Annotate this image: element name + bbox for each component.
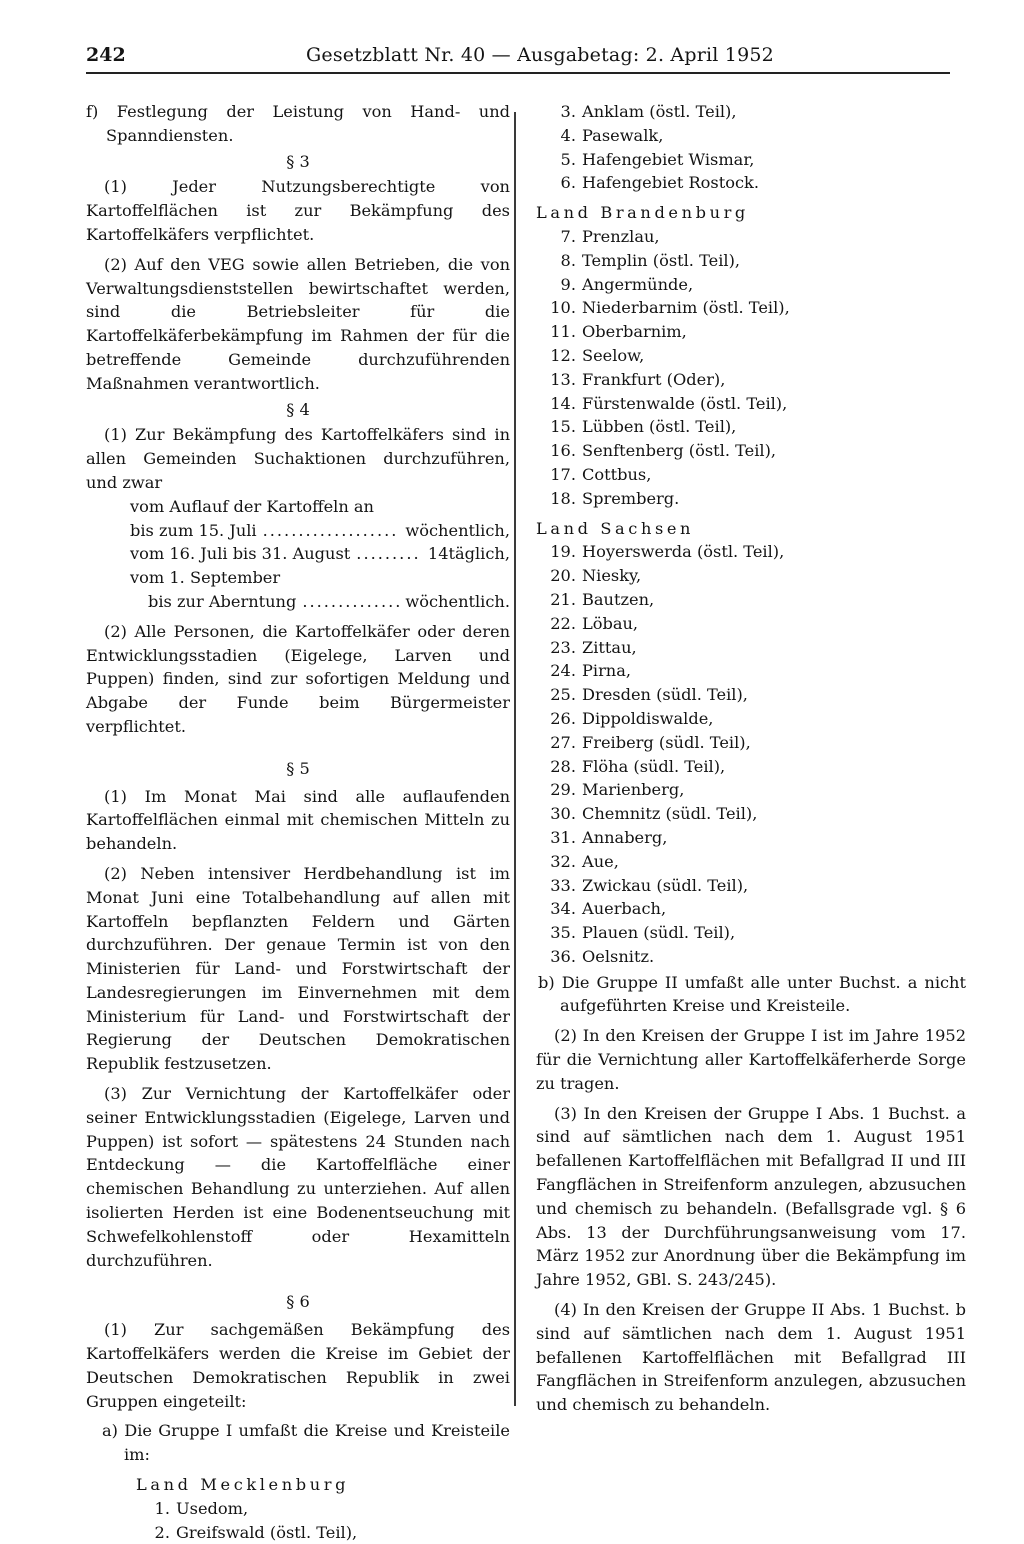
search-schedule — [86, 495, 510, 614]
list-item-number: 21. — [550, 589, 576, 609]
list-item-name: Chemnitz (südl. Teil), — [582, 804, 758, 824]
list-item-number: 33. — [550, 875, 576, 895]
section-6-heading: § 6 — [286, 1292, 310, 1312]
list-item-name: Prenzlau, — [582, 226, 660, 246]
list-item — [544, 368, 966, 392]
list-item — [544, 225, 966, 249]
header-rule — [86, 72, 950, 74]
list-item-number: 24. — [550, 661, 576, 681]
item-a: a) Die Gruppe I umfaßt die Kreise und Kreisteile im: — [102, 1421, 510, 1465]
list-item-number: 19. — [550, 542, 576, 562]
column-divider — [514, 112, 516, 1406]
list-item-name: Anklam (östl. Teil), — [582, 102, 737, 121]
list-item-number: 31. — [550, 827, 576, 847]
list-item — [544, 612, 966, 636]
list-item — [544, 897, 966, 921]
schedule-frequency: wöchentlich, — [405, 520, 510, 540]
list-item-name: Dresden (südl. Teil), — [582, 685, 748, 705]
list-item — [544, 778, 966, 802]
land-sachsen-heading: Land Sachsen — [536, 518, 695, 538]
schedule-frequency: wöchentlich. — [405, 591, 510, 611]
list-item-number: 4. — [560, 125, 576, 145]
list-item-name: Hafengebiet Rostock. — [582, 173, 759, 193]
list-item-name: Usedom, — [176, 1498, 249, 1518]
list-item-number: 11. — [550, 322, 576, 342]
list-item-number: 35. — [550, 923, 576, 943]
list-item — [544, 171, 966, 195]
list-item — [544, 945, 966, 969]
list-item-name: Cottbus, — [582, 464, 652, 484]
list-item-number: 3. — [560, 102, 576, 121]
list-item-name: Marienberg, — [582, 780, 685, 800]
schedule-label: vom 16. Juli bis 31. August — [130, 544, 351, 564]
list-item — [544, 124, 966, 148]
list-item — [544, 683, 966, 707]
list-item — [544, 273, 966, 297]
schedule-row — [130, 590, 510, 614]
section-4-heading: § 4 — [286, 399, 310, 419]
list-item-number: 6. — [560, 173, 576, 193]
list-item-name: Zwickau (südl. Teil), — [582, 875, 749, 895]
list-item-number: 8. — [560, 250, 576, 270]
list-item-number: 23. — [550, 637, 576, 657]
list-item-number: 20. — [550, 566, 576, 586]
schedule-row — [130, 519, 510, 543]
list-item — [544, 826, 966, 850]
list-item — [544, 588, 966, 612]
schedule-row — [130, 542, 510, 566]
list-item — [544, 874, 966, 898]
list-item — [544, 392, 966, 416]
right-paragraph-2: (2) In den Kreisen der Gruppe I ist im Jahre 1952 für die Vernichtung aller Kartoffelkäferherde Sorge zu tragen. — [536, 1026, 966, 1093]
list-item-number: 17. — [550, 464, 576, 484]
section-3-heading: § 3 — [286, 151, 310, 171]
list-item-name: Greifswald (östl. Teil), — [176, 1522, 358, 1542]
list-item-name: Fürstenwalde (östl. Teil), — [582, 393, 788, 413]
list-item-name: Dippoldiswalde, — [582, 708, 714, 728]
list-item-name: Frankfurt (Oder), — [582, 369, 726, 389]
list-item — [544, 540, 966, 564]
section-3-paragraph-1: (1) Jeder Nutzungsberechtigte von Kartoffelflächen ist zur Bekämpfung des Kartoffelkäfers verpflichtet. — [86, 177, 510, 244]
list-item — [544, 636, 966, 660]
list-item-name: Zittau, — [582, 637, 637, 657]
list-item-number: 2. — [154, 1522, 170, 1542]
list-item-name: Oelsnitz. — [582, 946, 655, 966]
list-item — [134, 1497, 510, 1521]
section-4-paragraph-2: (2) Alle Personen, die Kartoffelkäfer oder deren Entwicklungsstadien (Eigelege, Larven und Puppen) finden, sind zur sofortigen Meldung und Abgabe der Funde beim Bürgermeister verpflichtet. — [86, 621, 510, 736]
list-item-number: 29. — [550, 780, 576, 800]
right-paragraph-4: (4) In den Kreisen der Gruppe II Abs. 1 Buchst. b sind auf sämtlichen nach dem 1. August 1951 befallenen Kartoffelflächen mit Befallgrad III Fangflächen in Streifenform anzulegen, abzusuchen und chemisch zu behandeln. — [536, 1300, 966, 1415]
list-item-name: Plauen (südl. Teil), — [582, 923, 736, 943]
list-item — [544, 487, 966, 511]
list-item-name: Pirna, — [582, 661, 632, 681]
list-item — [544, 296, 966, 320]
list-item-name: Auerbach, — [582, 899, 667, 919]
list-item-number: 9. — [560, 274, 576, 294]
list-item-name: Pasewalk, — [582, 125, 664, 145]
schedule-label: bis zur Aberntung — [148, 591, 297, 611]
list-item-number: 27. — [550, 732, 576, 752]
list-item — [544, 564, 966, 588]
list-item-name: Seelow, — [582, 345, 645, 365]
list-item-name: Flöha (südl. Teil), — [582, 756, 726, 776]
list-item-number: 28. — [550, 756, 576, 776]
list-item — [544, 415, 966, 439]
list-item — [544, 439, 966, 463]
section-6-paragraph-1: (1) Zur sachgemäßen Bekämpfung des Kartoffelkäfers werden die Kreise im Gebiet der Deutschen Demokratischen Republik in zwei Gruppen eingeteilt: — [86, 1320, 510, 1411]
list-item-name: Niesky, — [582, 566, 642, 586]
list-item-number: 30. — [550, 804, 576, 824]
item-f: f) Festlegung der Leistung von Hand- und Spanndiensten. — [86, 102, 510, 145]
list-item-name: Oberbarnim, — [582, 322, 687, 342]
list-item-number: 34. — [550, 899, 576, 919]
list-item — [544, 850, 966, 874]
leader-dots — [356, 542, 422, 566]
section-5-paragraph-3: (3) Zur Vernichtung der Kartoffelkäfer oder seiner Entwicklungsstadien (Eigelege, Larven und Puppen) ist sofort — spätestens 24 Stunden nach Entdeckung — die Kartoffelfläche einer chemischen Behandlung zu unterziehen. Auf allen isolierten Herden ist eine Bodenentseuchung mit Schwefelkohlenstoff oder Hexamitteln durchzuführen. — [86, 1084, 510, 1270]
list-item — [544, 802, 966, 826]
page-number: 242 — [86, 44, 126, 66]
list-item-number: 1. — [154, 1498, 170, 1518]
mecklenburg-list — [86, 1497, 510, 1544]
schedule-row — [130, 495, 510, 519]
list-item-name: Hoyerswerda (östl. Teil), — [582, 542, 785, 562]
leader-dots — [263, 519, 400, 543]
list-item — [544, 249, 966, 273]
list-item — [544, 921, 966, 945]
list-item-number: 36. — [550, 946, 576, 966]
sachsen-list — [536, 540, 966, 968]
list-item-number: 32. — [550, 851, 576, 871]
schedule-row — [130, 566, 510, 590]
list-item-name: Lübben (östl. Teil), — [582, 417, 737, 437]
list-item-number: 10. — [550, 298, 576, 318]
list-item-number: 7. — [560, 226, 576, 246]
list-item-number: 15. — [550, 417, 576, 437]
section-5-paragraph-1: (1) Im Monat Mai sind alle auflaufenden Kartoffelflächen einmal mit chemischen Mitteln zu behandeln. — [86, 786, 510, 854]
list-item — [544, 659, 966, 683]
list-item-number: 25. — [550, 685, 576, 705]
list-item — [544, 100, 966, 124]
list-item — [544, 320, 966, 344]
mecklenburg-list-continued — [536, 100, 966, 195]
page-header — [86, 44, 950, 72]
list-item — [544, 755, 966, 779]
schedule-label: vom 1. September — [130, 568, 281, 588]
list-item — [544, 707, 966, 731]
list-item-name: Bautzen, — [582, 589, 655, 609]
section-3-paragraph-2: (2) Auf den VEG sowie allen Betrieben, die von Verwaltungsdienststellen bewirtschaftet werden, sind die Betriebsleiter für die Kartoffelkäferbekämpfung im Rahmen der für die betreffende Gemeinde durchzuführenden Maßnahmen verantwortlich. — [86, 254, 510, 393]
list-item-name: Löbau, — [582, 613, 639, 633]
schedule-frequency: 14täglich, — [427, 544, 510, 564]
list-item — [544, 344, 966, 368]
list-item-number: 14. — [550, 393, 576, 413]
right-column — [536, 100, 966, 1417]
list-item-number: 18. — [550, 488, 576, 508]
page-title: Gesetzblatt Nr. 40 — Ausgabetag: 2. April 1952 — [306, 44, 774, 66]
list-item-number: 5. — [560, 149, 576, 169]
list-item — [544, 731, 966, 755]
list-item-name: Senftenberg (östl. Teil), — [582, 441, 777, 461]
land-mecklenburg-heading: Land Mecklenburg — [136, 1475, 350, 1495]
list-item-name: Aue, — [582, 851, 619, 871]
schedule-label: bis zum 15. Juli — [130, 520, 257, 540]
leader-dots — [302, 590, 399, 614]
list-item-name: Templin (östl. Teil), — [582, 250, 741, 270]
list-item — [134, 1521, 510, 1544]
list-item-number: 12. — [550, 345, 576, 365]
list-item — [544, 148, 966, 172]
list-item-name: Hafengebiet Wismar, — [582, 149, 755, 169]
section-4-paragraph-1: (1) Zur Bekämpfung des Kartoffelkäfers sind in allen Gemeinden Suchaktionen durchzuführen, und zwar — [86, 425, 510, 492]
list-item-name: Annaberg, — [582, 827, 668, 847]
list-item-name: Niederbarnim (östl. Teil), — [582, 298, 790, 318]
left-column — [86, 100, 510, 1544]
list-item-number: 16. — [550, 441, 576, 461]
list-item-number: 26. — [550, 708, 576, 728]
list-item-name: Freiberg (südl. Teil), — [582, 732, 751, 752]
section-5-heading: § 5 — [286, 758, 310, 778]
section-5-paragraph-2: (2) Neben intensiver Herdbehandlung ist im Monat Juni eine Totalbehandlung auf allen mit Kartoffeln bepflanzten Feldern und Gärten durchzuführen. Der genaue Termin ist von den Ministerien für Land- und Forstwirtschaft der Landesregierungen im Einvernehmen mit dem Ministerium für Land- und Forstwirtschaft der Regierung der Deutschen Demokratischen Republik festzusetzen. — [86, 863, 510, 1074]
list-item-name: Spremberg. — [582, 488, 680, 508]
list-item-number: 22. — [550, 613, 576, 633]
list-item-name: Angermünde, — [582, 274, 694, 294]
list-item-number: 13. — [550, 369, 576, 389]
schedule-label: vom Auflauf der Kartoffeln an — [130, 496, 374, 516]
list-item — [544, 463, 966, 487]
land-brandenburg-heading: Land Brandenburg — [536, 203, 749, 223]
right-paragraph-3: (3) In den Kreisen der Gruppe I Abs. 1 Buchst. a sind auf sämtlichen nach dem 1. August 1951 befallenen Kartoffelflächen mit Befallgrad II und III Fangflächen in Streifenform anzulegen, abzusuchen und chemisch zu behandeln. (Befallsgrade vgl. § 6 Abs. 13 der Durchführungsanweisung vom 17. März 1952 zur Anordnung über die Bekämpfung im Jahre 1952, GBl. S. 243/245). — [536, 1103, 966, 1290]
item-b: b) Die Gruppe II umfaßt alle unter Buchst. a nicht aufgeführten Kreise und Kreisteile. — [538, 972, 966, 1016]
brandenburg-list — [536, 225, 966, 511]
